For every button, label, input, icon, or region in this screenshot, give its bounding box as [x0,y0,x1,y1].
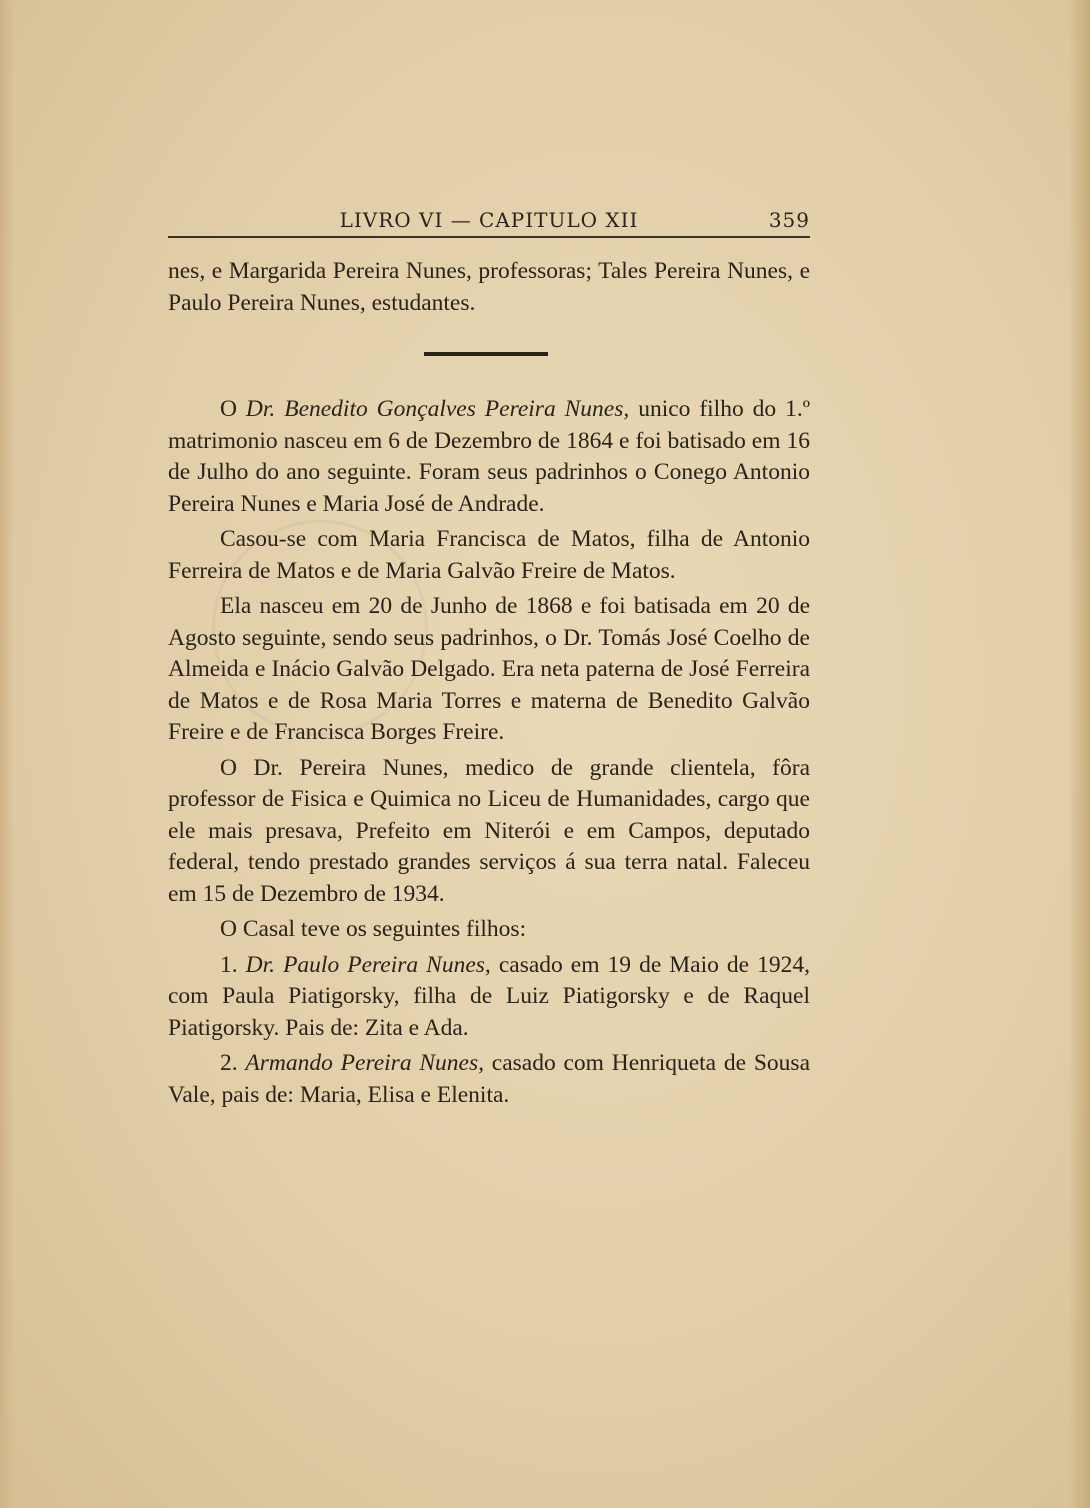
page-number: 359 [768,208,810,232]
list-number: 2. [220,1050,238,1076]
intro-paragraph [168,256,810,319]
list-item-child-2 [168,1048,810,1111]
paragraph-marriage: Casou-se com Maria Francisca de Matos, filha de Antonio Ferreira de Matos e de Maria Galvão Freire de Matos. [168,526,810,584]
list-item-child-1 [168,950,810,1045]
paragraph-lead: O [220,396,246,422]
paragraph-rest: unico filho do 1.º matrimonio nasceu em 6 de Dezembro de 1864 e foi batisado em 16 de Julho do ano seguinte. Foram seus padrinhos o Conego Antonio Pereira Nunes e Maria José de Andrade. [168,396,810,517]
running-header [168,206,810,238]
paragraph-career: O Dr. Pereira Nunes, medico de grande clientela, fôra professor de Fisica e Quimica no Liceu de Humanidades, cargo que ele mais presava, Prefeito em Niterói e em Campos, deputado federal, tendo prestado grandes serviços á sua terra natal. Faleceu em 15 de Dezembro de 1934. [168,754,810,907]
paragraph-wife: Ela nasceu em 20 de Junho de 1868 e foi batisada em 20 de Agosto seguinte, sendo seus padrinhos, o Dr. Tomás José Coelho de Almeida e Inácio Galvão Delgado. Era neta paterna de José Ferreira de Matos e de Rosa Maria Torres e materna de Benedito Galvão Freire e de Francisca Borges Freire. [168,593,810,745]
child-details: casado com Henriqueta de Sousa Vale, pais de: Maria, Elisa e Elenita. [168,1050,810,1108]
child-name: Dr. Paulo Pereira Nunes, [245,951,491,978]
paragraph-benedito [168,394,810,520]
paragraph-children-intro: O Casal teve os seguintes filhos: [220,916,527,942]
intro-text: nes, e Margarida Pereira Nunes, professoras; Tales Pereira Nunes, e Paulo Pereira Nunes, estudantes. [168,258,810,316]
body-text [168,394,810,1111]
child-name: Armando Pereira Nunes, [245,1050,484,1076]
list-number: 1. [220,951,238,978]
child-details: casado em 19 de Maio de 1924, com Paula Piatigorsky, filha de Luiz Piatigorsky e de Raquel Piatigorsky. Pais de: Zita e Ada. [168,951,810,1041]
running-title: LIVRO VI — CAPITULO XII [339,208,639,232]
person-name: Dr. Benedito Gonçalves Pereira Nunes, [245,396,630,422]
section-divider [424,352,548,356]
